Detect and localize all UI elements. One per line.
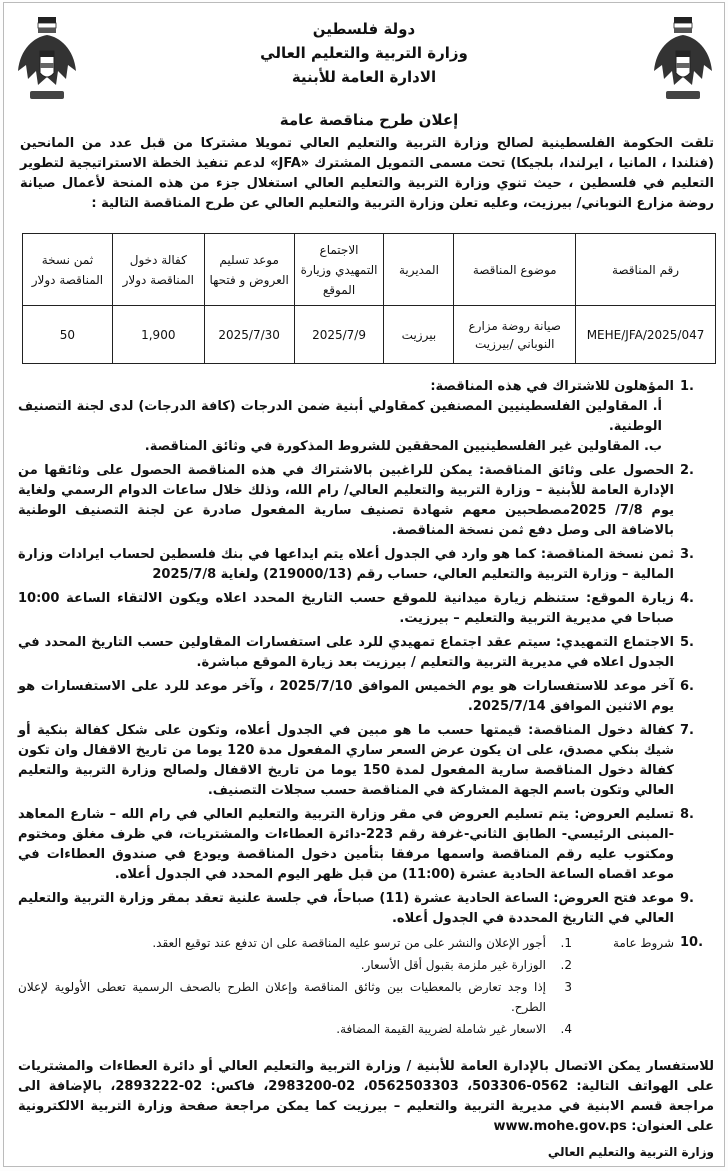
- contact-paragraph: للاستفسار يمكن الاتصال بالإدارة العامة للأبنية / وزارة التربية والتعليم العالي أو دائرة العطاءات والمشتريات على الهواتف التالية: 0562-503306، 0562503303، 02-2983200، فاكس: 02-2893222، بالإضافة الى مراجعة قسم الابنية في مديرية التربية والتعليم – بيرزيت كما يمكن مراجعة صفحة وزارة التربية الالكترونية على العنوان: www.mohe.gov.ps: [18, 1059, 714, 1134]
- cell-submission-date: 2025/7/30: [204, 306, 294, 364]
- item-text: كفالة دخول المناقصة: قيمتها حسب ما هو مبين في الجدول أعلاه، وتكون على شكل كفالة بنكية أو شيك بنكي مصدق، على ان يكون عرض السعر ساري المفعول مدة 120 يوما من تاريخ الاقفال وان تكون كفالة دخول المناقصة سارية المفعول لمدة 150 يوما من تاريخ الاقفال ولصالح وزارة التربية والتعليم العالي وتكون باسم الجهة المشاركة في المناقصة حسب سجلات التصنيف.: [18, 723, 674, 798]
- cell-pre-meeting: 2025/7/9: [294, 306, 384, 364]
- palestine-emblem-right-icon: [652, 15, 714, 107]
- letterhead-ministry: وزارة التربية والتعليم العالي: [260, 44, 468, 62]
- item-number: 7.: [680, 723, 694, 738]
- condition-number: 2.: [560, 958, 572, 972]
- col-tender-subject: موضوع المناقصة: [454, 234, 576, 306]
- col-tender-number: رقم المناقصة: [576, 234, 716, 306]
- cell-bid-bond: 1,900: [112, 306, 204, 364]
- table-row: [23, 306, 716, 364]
- table-header-row: [23, 234, 716, 306]
- col-document-price: ثمن نسخة المناقصة دولار: [23, 234, 113, 306]
- item-number: 10.: [680, 935, 704, 950]
- item-text: الحصول على وثائق المناقصة: يمكن للراغبين بالاشتراك في هذه المناقصة الحصول على وثائقها من الإدارة العامة للأبنية – وزارة التربية والتعليم العالي/ رام الله، وذلك خلال ساعات الدوام الرسمي ولغاية يوم 7/8/ 2025مصطحبين معهم شهادة تصنيف سارية المفعول صادرة عن لجنة التصنيف الوطنية بالاضافة الى وصل دفع ثمن نسخة المناقصة.: [18, 463, 674, 538]
- tender-table: [22, 233, 716, 364]
- item-text: زيارة الموقع: ستنظم زيارة ميدانية للموقع حسب التاريخ المحدد اعلاه ويكون الالتقاء الساعة 10:00 صباحا في مديرية التربية والتعليم – بيرزيت.: [18, 591, 674, 626]
- general-condition: [18, 1019, 574, 1039]
- list-item: [18, 721, 714, 801]
- item-number: 9.: [680, 891, 694, 906]
- list-item: [18, 461, 714, 541]
- col-pre-meeting: الاجتماع التمهيدي وزيارة الموقع: [294, 234, 384, 306]
- item-number: 4.: [680, 591, 694, 606]
- cell-directorate: بيرزيت: [384, 306, 454, 364]
- letterhead: [204, 17, 524, 89]
- sub-item: أ. المقاولين الفلسطينيين المصنفين كمقاولي أبنية ضمن الدرجات (كافة الدرجات) لدى لجنة التصنيف الوطنية.: [18, 399, 662, 434]
- signature: وزارة التربية والتعليم العالي: [547, 1145, 714, 1159]
- item-number: 5.: [680, 635, 694, 650]
- item-number: 3.: [680, 547, 694, 562]
- cell-tender-number: MEHE/JFA/2025/047: [576, 306, 716, 364]
- list-item: [18, 677, 714, 717]
- letterhead-state: دولة فلسطين: [312, 20, 416, 38]
- item-text: الاجتماع التمهيدي: سيتم عقد اجتماع تمهيدي للرد على استفسارات المقاولين حسب التاريخ المحدد في الجدول اعلاه في مديرية التربية والتعليم / بيرزيت بعد زيارة الموقع مباشرة.: [18, 635, 674, 670]
- document-page: [3, 2, 725, 1167]
- list-item: [18, 889, 714, 929]
- conditions-list: [18, 377, 714, 1043]
- list-item: [18, 805, 714, 885]
- list-item: [18, 377, 714, 457]
- item-text: المؤهلون للاشتراك في هذه المناقصة:: [430, 379, 674, 394]
- general-conditions: [18, 933, 674, 1039]
- list-item: [18, 589, 714, 629]
- cell-tender-subject: صيانة روضة مزارع النوباني /بيرزيت: [454, 306, 576, 364]
- intro-paragraph: تلقت الحكومة الفلسطينية لصالح وزارة التربية والتعليم العالي تمويلا مشتركا من قبل عدد من المانحين (فنلندا ، المانيا ، ايرلندا، بلجيكا) تحت مسمى التمويل المشترك «JFA» لدعم تنفيذ الخطة الاستراتيجية لتطوير التعليم في فلسطين ، حيث تنوي وزارة التربية والتعليم العالي استغلال جزء من هذه المنحة لأعمال صيانة روضة مزارع النوباني/ بيرزيت، وعليه تعلن وزارة التربية والتعليم العالي عن طرح المناقصة التالية :: [20, 136, 714, 211]
- item-text: آخر موعد للاستفسارات هو يوم الخميس الموافق 2025/7/10 ، وآخر موعد للرد على الاستفسارات هو يوم الاثنين الموافق 2025/7/14.: [18, 679, 674, 714]
- palestine-emblem-left-icon: [16, 15, 78, 107]
- condition-number: 3: [564, 980, 572, 994]
- cell-document-price: 50: [23, 306, 113, 364]
- item-text: تسليم العروض: يتم تسليم العروض في مقر وزارة التربية والتعليم العالي في رام الله – شارع المعاهد -المبنى الرئيسي- الطابق الثاني-غرفة رقم 223-دائرة العطاءات والمشتريات، في ظرف مغلق ومختوم ومكتوب عليه رقم المناقصة واسمها مرفقا بتأمين دخول المناقصة ويودع في صندوق العطاءات في موعد اقصاه الساعة الحادية عشرة (11:00) من قبل ظهر اليوم المحدد في الجدول أعلاه.: [18, 807, 675, 882]
- list-item-general-conditions: [18, 933, 714, 1039]
- general-conditions-heading: شروط عامة: [612, 936, 674, 950]
- general-condition: [18, 955, 574, 975]
- item-number: 1.: [680, 379, 694, 394]
- condition-text: الاسعار غير شاملة لضريبة القيمة المضافة.: [336, 1022, 546, 1036]
- sub-item: ب. المقاولين غير الفلسطينيين المحققين للشروط المذكورة في وثائق المناقصة.: [144, 439, 662, 454]
- col-directorate: المديرية: [384, 234, 454, 306]
- item-number: 6.: [680, 679, 694, 694]
- list-item: [18, 545, 714, 585]
- condition-number: 4.: [560, 1022, 572, 1036]
- condition-number: 1.: [560, 936, 572, 950]
- item-number: 8.: [680, 807, 694, 822]
- general-condition: [18, 933, 574, 953]
- item-text: ثمن نسخة المناقصة: كما هو وارد في الجدول أعلاه يتم ايداعها في بنك فلسطين لحساب ايرادات وزارة المالية – وزارة التربية والتعليم العالي، حساب رقم (219000/13) ولغاية 2025/7/8: [18, 547, 674, 582]
- list-item: [18, 633, 714, 673]
- condition-text: أجور الإعلان والنشر على من ترسو عليه المناقصة على ان تدفع عند توقيع العقد.: [152, 936, 546, 950]
- announcement-title: إعلان طرح مناقصة عامة: [279, 111, 459, 129]
- letterhead-department: الادارة العامة للأبنية: [291, 68, 437, 86]
- item-number: 2.: [680, 463, 694, 478]
- item-text: موعد فتح العروض: الساعة الحادية عشرة (11) صباحاً، في جلسة علنية تعقد بمقر وزارة التربية والتعليم العالي في التاريخ المحددة في الجدول أعلاه.: [18, 891, 674, 926]
- condition-text: الوزارة غير ملزمة بقبول أقل الأسعار.: [360, 958, 546, 972]
- condition-text: إذا وجد تعارض بالمعطيات بين وثائق المناقصة وإعلان الطرح بالصحف الرسمية تعطى الأولوية لإعلان الطرح.: [18, 980, 546, 1014]
- col-bid-bond: كفالة دخول المناقصة دولار: [112, 234, 204, 306]
- col-submission-date: موعد تسليم العروض و فتحها: [204, 234, 294, 306]
- general-condition: [18, 977, 574, 1017]
